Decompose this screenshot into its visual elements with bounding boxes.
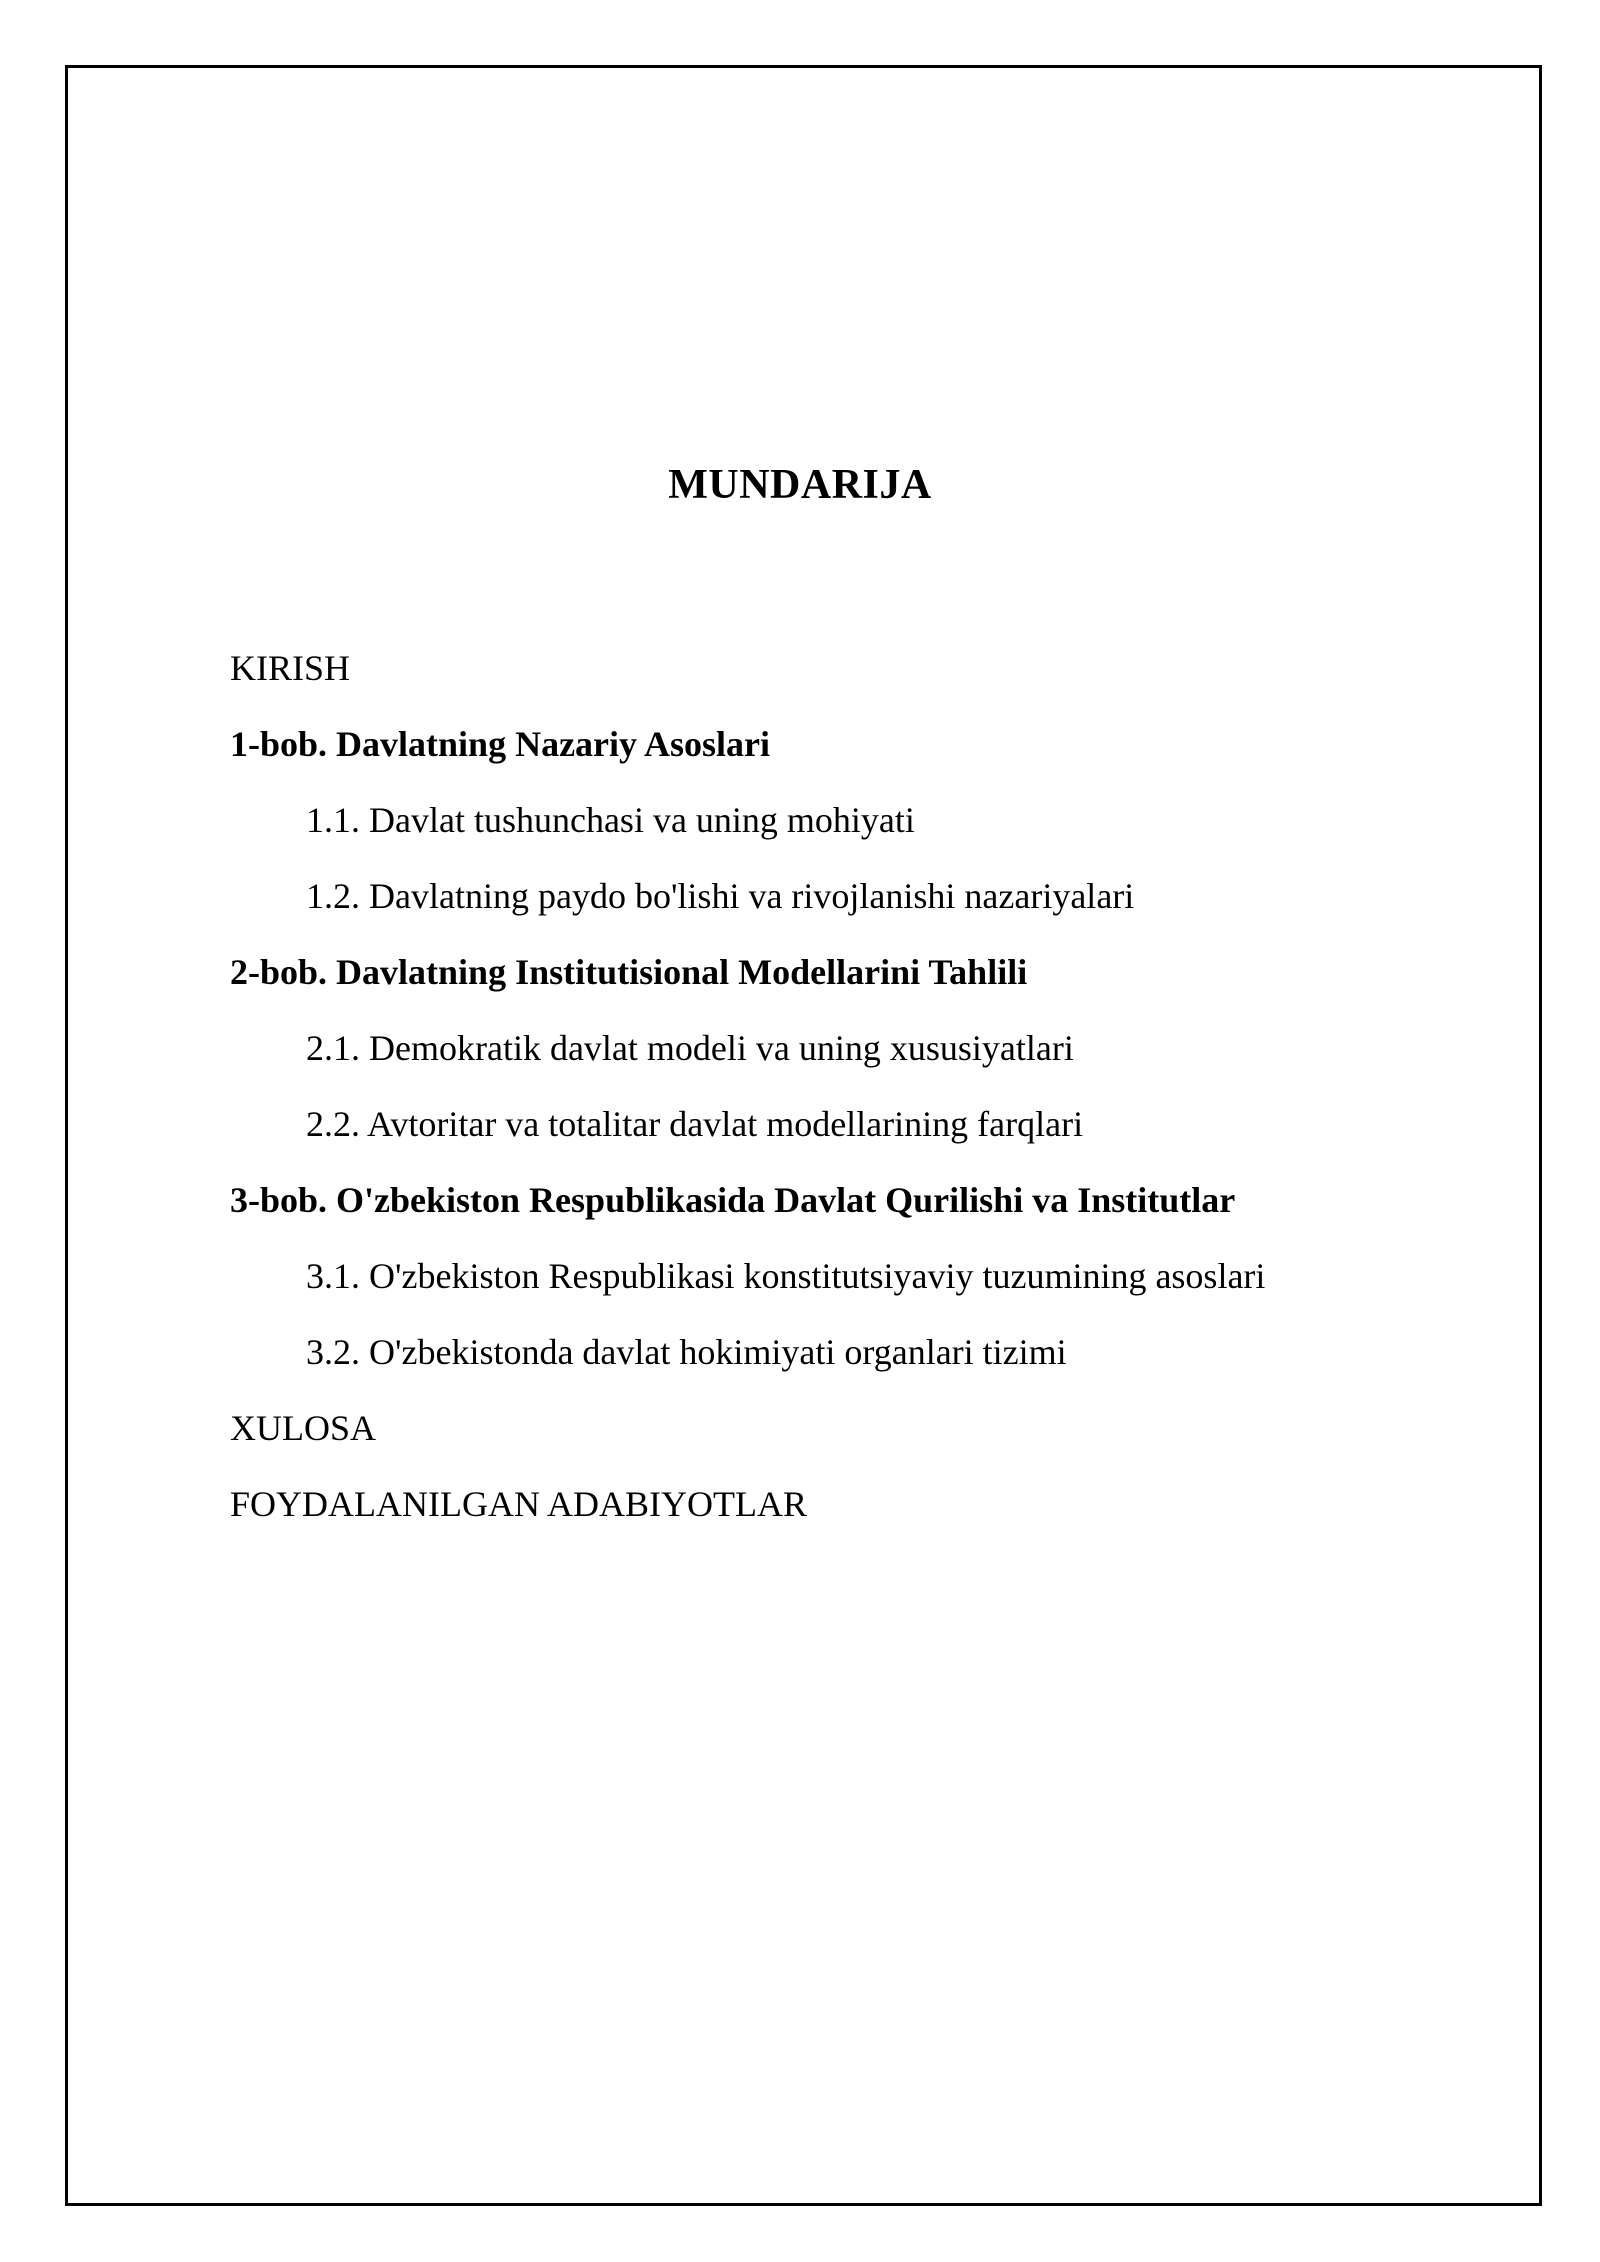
toc-chapter-2: 2-bob. Davlatning Institutisional Modellarini Tahlili [230,952,1028,992]
toc-entry-conclusion: XULOSA [230,1408,377,1448]
toc-section-2-2: 2.2. Avtoritar va totalitar davlat modellarining farqlari [306,1104,1084,1144]
table-of-contents [230,644,1265,1556]
toc-chapter-1: 1-bob. Davlatning Nazariy Asoslari [230,724,771,764]
toc-section-2-1: 2.1. Demokratik davlat modeli va uning xususiyatlari [306,1028,1074,1068]
toc-section-1-1: 1.1. Davlat tushunchasi va uning mohiyati [306,800,915,840]
toc-entry-intro: KIRISH [230,648,351,688]
toc-title: MUNDARIJA [668,462,932,508]
toc-section-3-2: 3.2. O'zbekistonda davlat hokimiyati organlari tizimi [306,1332,1067,1372]
toc-chapter-3: 3-bob. O'zbekiston Respublikasida Davlat Qurilishi va Institutlar [230,1180,1236,1220]
toc-section-1-2: 1.2. Davlatning paydo bo'lishi va rivojlanishi nazariyalari [306,876,1135,916]
toc-section-3-1: 3.1. O'zbekiston Respublikasi konstitutsiyaviy tuzumining asoslari [306,1256,1266,1296]
toc-entry-references: FOYDALANILGAN ADABIYOTLAR [230,1484,807,1524]
